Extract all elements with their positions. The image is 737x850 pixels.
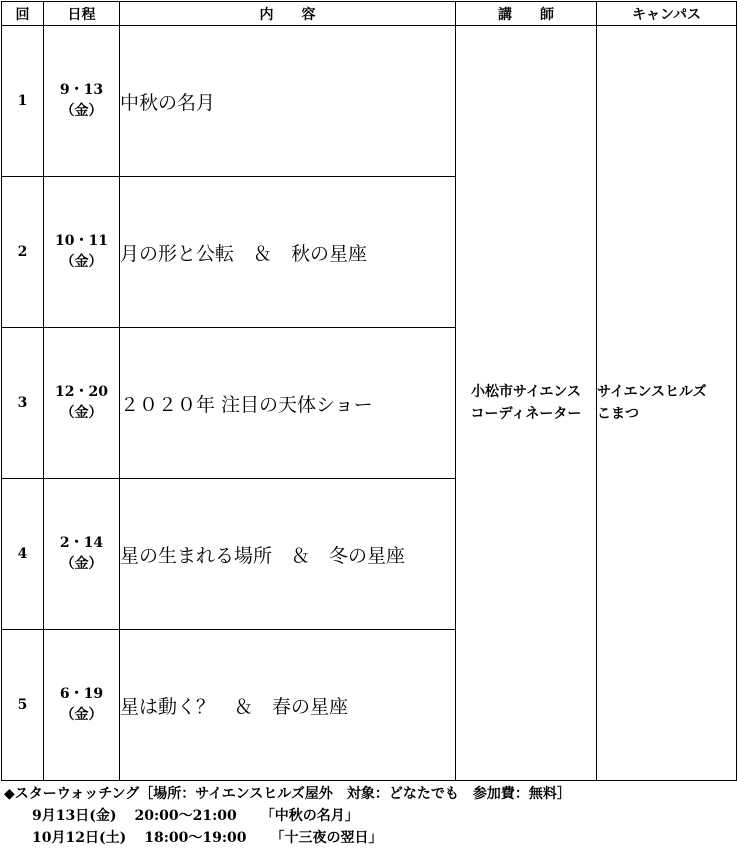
date-value: 2・14 bbox=[59, 535, 104, 551]
date-weekday: （金） bbox=[60, 556, 103, 572]
star-watching-notice bbox=[4, 783, 734, 849]
event-title: 「十三夜の翌日」 bbox=[270, 830, 383, 846]
session-number: 4 bbox=[2, 479, 44, 630]
date-weekday: （金） bbox=[60, 707, 103, 723]
date-value: 12・20 bbox=[55, 384, 108, 400]
notice-event bbox=[4, 805, 734, 827]
campus-cell bbox=[597, 26, 737, 781]
date-value: 6・19 bbox=[59, 686, 104, 702]
session-date bbox=[44, 26, 120, 177]
session-content: 月の形と公転 ＆ 秋の星座 bbox=[120, 177, 456, 328]
session-date bbox=[44, 328, 120, 479]
session-number: 5 bbox=[2, 630, 44, 781]
event-date: 10月12日(土) bbox=[32, 830, 127, 846]
notice-event bbox=[4, 827, 734, 849]
date-value: 9・13 bbox=[59, 82, 104, 98]
lecturer-line1: 小松市サイエンス bbox=[470, 384, 582, 400]
session-date bbox=[44, 177, 120, 328]
session-date bbox=[44, 630, 120, 781]
session-date bbox=[44, 479, 120, 630]
date-value: 10・11 bbox=[55, 233, 108, 249]
campus-line1: サイエンスヒルズ bbox=[597, 384, 707, 400]
event-time: 18:00～19:00 bbox=[144, 830, 247, 846]
session-content: 星は動く？ ＆ 春の星座 bbox=[120, 630, 456, 781]
session-content: 中秋の名月 bbox=[120, 26, 456, 177]
table-row bbox=[2, 26, 737, 177]
campus-line2: こまつ bbox=[597, 406, 639, 422]
schedule-table bbox=[1, 1, 737, 781]
session-number: 3 bbox=[2, 328, 44, 479]
header-no: 回 bbox=[2, 2, 44, 26]
header-date: 日程 bbox=[44, 2, 120, 26]
date-weekday: （金） bbox=[60, 405, 103, 421]
header-row bbox=[2, 2, 737, 26]
event-date: 9月13日(金) bbox=[32, 808, 117, 824]
header-lecturer: 講 師 bbox=[456, 2, 597, 26]
date-weekday: （金） bbox=[60, 254, 103, 270]
session-content: ２０２０年 注目の天体ショー bbox=[120, 328, 456, 479]
date-weekday: （金） bbox=[60, 103, 103, 119]
session-content: 星の生まれる場所 ＆ 冬の星座 bbox=[120, 479, 456, 630]
notice-heading: ◆スターウォッチング［場所：サイエンスヒルズ屋外 対象：どなたでも 参加費：無料］ bbox=[4, 786, 571, 802]
session-number: 2 bbox=[2, 177, 44, 328]
event-time: 20:00～21:00 bbox=[134, 808, 237, 824]
lecturer-cell bbox=[456, 26, 597, 781]
lecturer-line2: コーディネーター bbox=[470, 406, 582, 422]
header-content: 内 容 bbox=[120, 2, 456, 26]
event-title: 「中秋の名月」 bbox=[260, 808, 359, 824]
header-campus: キャンパス bbox=[597, 2, 737, 26]
session-number: 1 bbox=[2, 26, 44, 177]
